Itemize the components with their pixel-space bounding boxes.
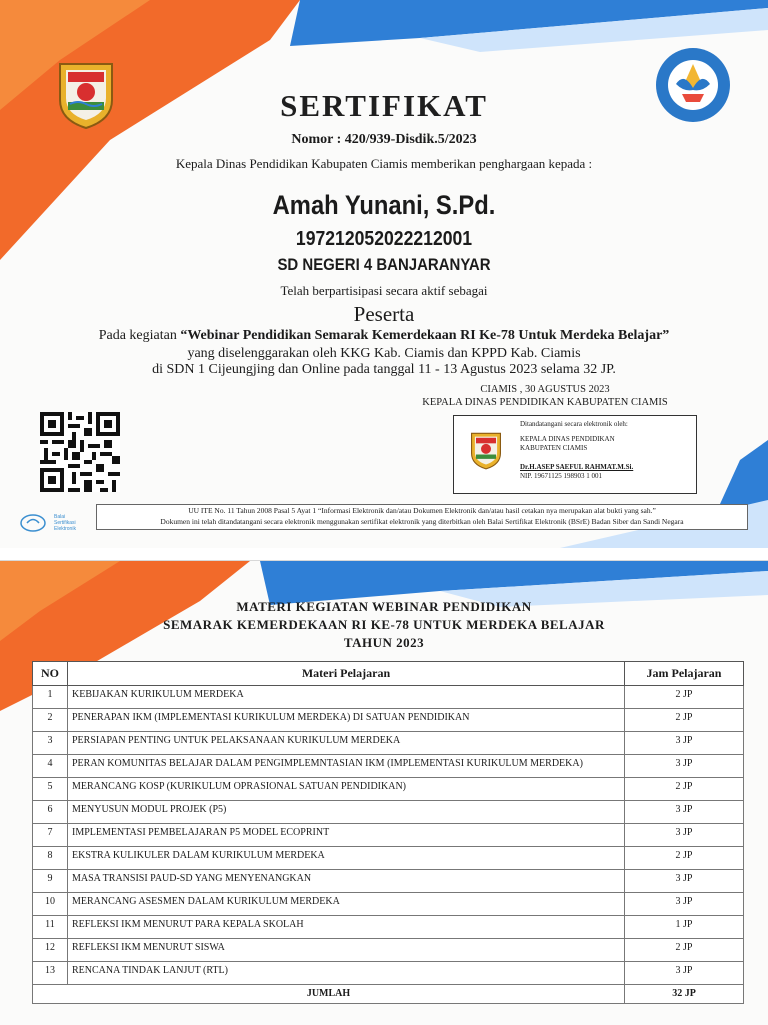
row-number: 9 <box>33 870 68 893</box>
activity-title: “Webinar Pendidikan Semarak Kemerdekaan RI Ke-78 Untuk Merdeka Belajar” <box>180 328 670 343</box>
row-number: 10 <box>33 893 68 916</box>
row-number: 12 <box>33 939 68 962</box>
legal-footer-line1: UU ITE No. 11 Tahun 2008 Pasal 5 Ayat 1 “Informasi Elektronik dan/atau Dokumen Elektronik dan/atau hasil cetakan nya merupakan alat bukti yang sah.” <box>188 506 656 515</box>
materi-title-line3: TAHUN 2023 <box>343 635 425 650</box>
table-row <box>33 893 744 916</box>
row-number: 1 <box>33 686 68 709</box>
row-materi: MERANCANG ASESMEN DALAM KURIKULUM MERDEKA <box>68 893 625 916</box>
bsre-line3: Elektronik <box>54 526 76 532</box>
signature-header: Ditandatangani secara elektronik oleh: <box>520 420 628 428</box>
row-number: 6 <box>33 801 68 824</box>
row-materi: RENCANA TINDAK LANJUT (RTL) <box>68 962 625 985</box>
recipient-school: SD NEGERI 4 BANJARANYAR <box>277 255 491 274</box>
row-materi: IMPLEMENTASI PEMBELAJARAN P5 MODEL ECOPRINT <box>68 824 625 847</box>
materi-page <box>0 560 768 1025</box>
row-number: 8 <box>33 847 68 870</box>
row-jp: 3 JP <box>625 801 744 824</box>
organizer-line: yang diselenggarakan oleh KKG Kab. Ciamis dan KPPD Kab. Ciamis <box>187 346 581 361</box>
row-jp: 3 JP <box>625 824 744 847</box>
header-jp: Jam Pelajaran <box>625 662 744 686</box>
signer-name: Dr.H.ASEP SAEFUL RAHMAT.M.Si. <box>520 463 634 471</box>
row-materi: REFLEKSI IKM MENURUT PARA KEPALA SKOLAH <box>68 916 625 939</box>
row-jp: 3 JP <box>625 962 744 985</box>
materi-title-line2: SEMARAK KEMERDEKAAN RI KE-78 UNTUK MERDEKA BELAJAR <box>163 617 605 632</box>
row-jp: 2 JP <box>625 847 744 870</box>
materi-title-line1: MATERI KEGIATAN WEBINAR PENDIDIKAN <box>236 599 532 614</box>
row-materi: MENYUSUN MODUL PROJEK (P5) <box>68 801 625 824</box>
table-row <box>33 939 744 962</box>
legal-footer <box>96 504 748 530</box>
materi-table <box>32 661 744 1004</box>
signer-title: KEPALA DINAS PENDIDIKAN KABUPATEN CIAMIS <box>422 397 668 408</box>
venue-line: di SDN 1 Cijeungjing dan Online pada tanggal 11 - 13 Agustus 2023 selama 32 JP. <box>152 362 616 377</box>
row-jp: 3 JP <box>625 755 744 778</box>
qr-code <box>40 412 120 492</box>
certificate-title: SERTIFIKAT <box>280 88 488 123</box>
header-materi: Materi Pelajaran <box>68 662 625 686</box>
bsre-line2: Sertifikasi <box>54 520 76 526</box>
table-row <box>33 732 744 755</box>
row-jp: 3 JP <box>625 732 744 755</box>
row-jp: 2 JP <box>625 778 744 801</box>
row-number: 7 <box>33 824 68 847</box>
ciamis-seal-icon <box>466 430 506 470</box>
table-row <box>33 778 744 801</box>
recipient-name: Amah Yunani, S.Pd. <box>272 190 496 220</box>
row-materi: PERAN KOMUNITAS BELAJAR DALAM PENGIMPLEMNTASIAN IKM (IMPLEMENTASI KURIKULUM MERDEKA) <box>68 755 625 778</box>
signature-role-line2: KABUPATEN CIAMIS <box>520 444 588 452</box>
row-jp: 3 JP <box>625 893 744 916</box>
row-jp: 2 JP <box>625 686 744 709</box>
total-label: JUMLAH <box>33 985 625 1004</box>
signature-place-date <box>400 383 690 409</box>
participation-text: Telah berpartisipasi secara aktif sebagai <box>280 283 488 298</box>
row-jp: 2 JP <box>625 709 744 732</box>
table-row <box>33 824 744 847</box>
activity-line <box>0 328 768 344</box>
signature-details <box>520 420 692 481</box>
table-row <box>33 870 744 893</box>
total-jp: 32 JP <box>625 985 744 1004</box>
row-materi: MASA TRANSISI PAUD-SD YANG MENYENANGKAN <box>68 870 625 893</box>
row-jp: 3 JP <box>625 870 744 893</box>
intro-text: Kepala Dinas Pendidikan Kabupaten Ciamis memberikan penghargaan kepada : <box>175 156 593 171</box>
bsre-logo <box>20 514 90 538</box>
page-gap <box>0 548 768 560</box>
bsre-icon <box>20 514 46 532</box>
row-number: 4 <box>33 755 68 778</box>
table-total-row <box>33 985 744 1004</box>
signature-role-line1: KEPALA DINAS PENDIDIKAN <box>520 435 615 443</box>
table-row <box>33 755 744 778</box>
row-materi: KEBIJAKAN KURIKULUM MERDEKA <box>68 686 625 709</box>
materi-title <box>0 598 768 652</box>
activity-prefix: Pada kegiatan <box>98 328 181 343</box>
row-jp: 2 JP <box>625 939 744 962</box>
row-number: 2 <box>33 709 68 732</box>
table-row <box>33 962 744 985</box>
row-materi: PENERAPAN IKM (IMPLEMENTASI KURIKULUM MERDEKA) DI SATUAN PENDIDIKAN <box>68 709 625 732</box>
electronic-signature-box <box>453 415 697 494</box>
table-row <box>33 709 744 732</box>
table-row <box>33 801 744 824</box>
row-materi: PERSIAPAN PENTING UNTUK PELAKSANAAN KURIKULUM MERDEKA <box>68 732 625 755</box>
certificate-number: Nomor : 420/939-Disdik.5/2023 <box>291 132 477 147</box>
bsre-line1: Balai <box>54 514 66 520</box>
row-jp: 1 JP <box>625 916 744 939</box>
row-materi: MERANCANG KOSP (KURIKULUM OPRASIONAL SATUAN PENDIDIKAN) <box>68 778 625 801</box>
recipient-nip: 197212052022212001 <box>295 228 473 250</box>
row-number: 13 <box>33 962 68 985</box>
row-number: 3 <box>33 732 68 755</box>
participant-role: Peserta <box>353 302 415 326</box>
table-header-row <box>33 662 744 686</box>
bsre-text <box>54 514 76 532</box>
legal-footer-line2: Dokumen ini telah ditandatangani secara elektronik menggunakan sertifikat elektronik yang diterbitkan oleh Balai Sertifikat Elektronik (BSrE) Badan Siber dan Sandi Negara <box>160 517 684 526</box>
row-number: 11 <box>33 916 68 939</box>
row-number: 5 <box>33 778 68 801</box>
row-materi: REFLEKSI IKM MENURUT SISWA <box>68 939 625 962</box>
place-date: CIAMIS , 30 AGUSTUS 2023 <box>480 384 610 395</box>
row-materi: EKSTRA KULIKULER DALAM KURIKULUM MERDEKA <box>68 847 625 870</box>
table-row <box>33 916 744 939</box>
signer-nip: NIP. 19671125 198903 1 001 <box>520 472 602 480</box>
signature-role <box>520 435 692 453</box>
table-row <box>33 686 744 709</box>
header-no: NO <box>33 662 68 686</box>
table-row <box>33 847 744 870</box>
